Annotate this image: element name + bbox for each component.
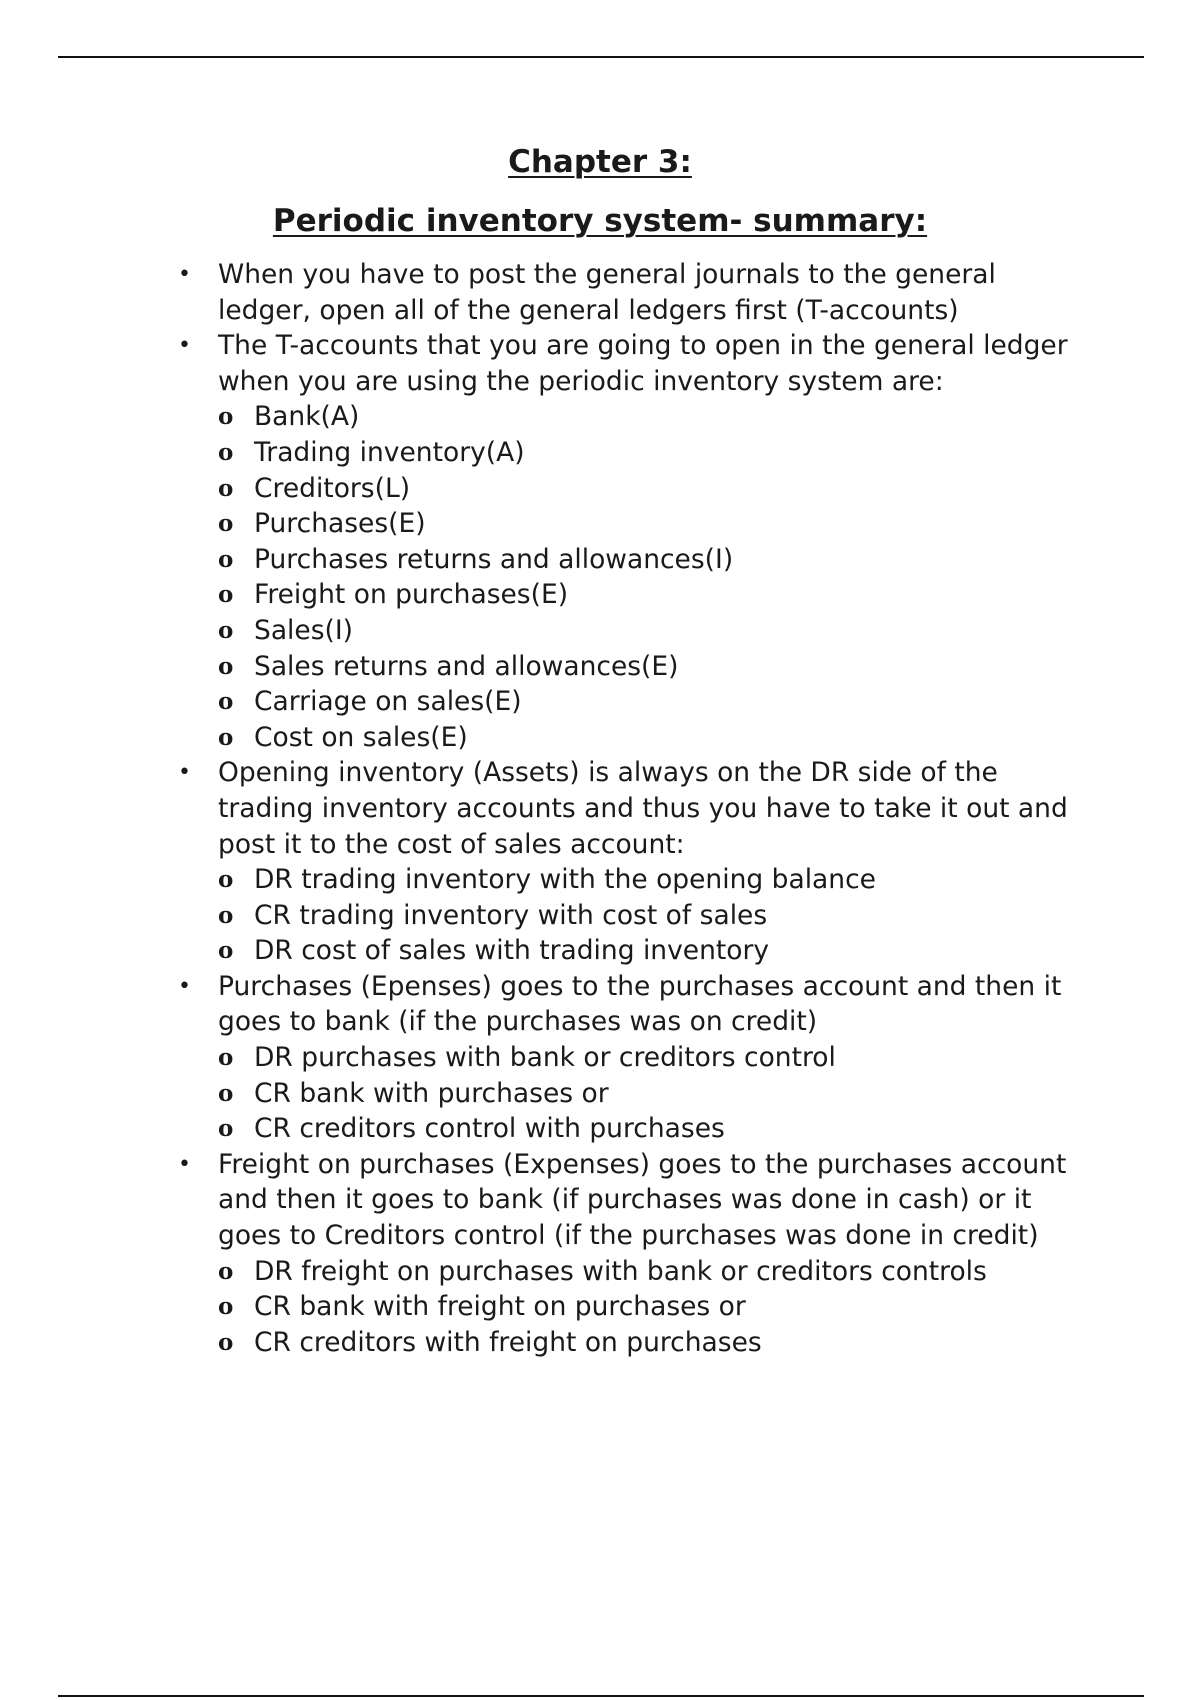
sub-list-item [218, 506, 1068, 542]
sub-list-item [218, 933, 1068, 969]
summary-list [178, 257, 1068, 1360]
sub-list-item [218, 898, 1068, 934]
sub-list [218, 862, 1068, 969]
sub-list-item-text: Bank(A) [254, 401, 360, 433]
sub-list-item [218, 1289, 1068, 1325]
sub-bullet-icon: o [218, 1115, 234, 1143]
sub-list-item-text: CR bank with purchases or [254, 1077, 609, 1109]
summary-point [178, 755, 1068, 969]
sub-list-item [218, 471, 1068, 507]
bullet-icon: • [178, 760, 191, 786]
section-subtitle: Periodic inventory system- summary: [272, 203, 928, 239]
summary-point-text: Opening inventory (Assets) is always on the DR side of the trading inventory accounts and thus you have to take it out and post it to the cost of sales account: [218, 757, 1068, 860]
sub-bullet-icon: o [218, 616, 234, 644]
footer-rule [58, 1695, 1144, 1697]
sub-list [218, 1040, 1068, 1147]
sub-list-item [218, 684, 1068, 720]
sub-list-item [218, 720, 1068, 756]
summary-point-text: The T-accounts that you are going to open in the general ledger when you are using the periodic inventory system are: [218, 330, 1068, 397]
sub-bullet-icon: o [218, 545, 234, 573]
sub-list-item-text: Cost on sales(E) [254, 721, 468, 753]
sub-bullet-icon: o [218, 1257, 234, 1285]
summary-point-text: When you have to post the general journals to the general ledger, open all of the general ledgers first (T-accounts) [218, 259, 996, 326]
sub-list-item-text: Freight on purchases(E) [254, 579, 569, 611]
sub-bullet-icon: o [218, 688, 234, 716]
sub-bullet-icon: o [218, 581, 234, 609]
sub-list-item [218, 613, 1068, 649]
sub-list-item-text: CR creditors with freight on purchases [254, 1326, 762, 1358]
sub-bullet-icon: o [218, 1293, 234, 1321]
sub-bullet-icon: o [218, 403, 234, 431]
summary-point [178, 1147, 1068, 1361]
sub-list-item-text: DR purchases with bank or creditors control [254, 1042, 836, 1074]
sub-list-item [218, 1111, 1068, 1147]
sub-bullet-icon: o [218, 474, 234, 502]
sub-list-item-text: Trading inventory(A) [254, 436, 525, 468]
bullet-icon: • [178, 973, 191, 999]
sub-list-item-text: Purchases returns and allowances(I) [254, 543, 734, 575]
sub-list-item-text: DR freight on purchases with bank or creditors controls [254, 1255, 987, 1287]
sub-bullet-icon: o [218, 438, 234, 466]
sub-list-item [218, 1325, 1068, 1361]
sub-list-item-text: Creditors(L) [254, 472, 411, 504]
sub-list-item [218, 1040, 1068, 1076]
bullet-icon: • [178, 262, 191, 287]
summary-point [178, 257, 1068, 328]
sub-list-item-text: CR creditors control with purchases [254, 1113, 725, 1145]
sub-bullet-icon: o [218, 866, 234, 894]
sub-list-item-text: Sales(I) [254, 614, 354, 646]
sub-list-item-text: DR cost of sales with trading inventory [254, 935, 770, 967]
bullet-icon: • [178, 333, 191, 359]
sub-list-item [218, 435, 1068, 471]
sub-list-item [218, 542, 1068, 578]
summary-point-text: Purchases (Epenses) goes to the purchases account and then it goes to bank (if the purchases was on credit) [218, 970, 1062, 1038]
sub-list-item-text: Purchases(E) [254, 508, 426, 540]
summary-point [178, 328, 1068, 755]
sub-bullet-icon: o [218, 937, 234, 965]
sub-list [218, 399, 1068, 755]
sub-bullet-icon: o [218, 1044, 234, 1072]
sub-bullet-icon: o [218, 510, 234, 538]
sub-list-item [218, 649, 1068, 685]
sub-list-item [218, 399, 1068, 435]
sub-list-item-text: Sales returns and allowances(E) [254, 650, 679, 682]
sub-bullet-icon: o [218, 723, 234, 751]
sub-bullet-icon: o [218, 901, 234, 929]
sub-list-item [218, 577, 1068, 613]
bullet-icon: • [178, 1151, 191, 1177]
sub-list-item [218, 1254, 1068, 1290]
sub-list-item-text: CR trading inventory with cost of sales [254, 899, 768, 931]
sub-list [218, 1254, 1068, 1361]
sub-list-item [218, 1076, 1068, 1112]
sub-list-item [218, 862, 1068, 898]
sub-list-item-text: CR bank with freight on purchases or [254, 1291, 746, 1323]
summary-point-text: Freight on purchases (Expenses) goes to the purchases account and then it goes to bank (if purchases was done in cash) or it goes to Creditors control (if the purchases was done in credit) [218, 1148, 1067, 1252]
sub-bullet-icon: o [218, 1079, 234, 1107]
header-rule [58, 56, 1144, 58]
summary-point [178, 969, 1068, 1147]
sub-bullet-icon: o [218, 1328, 234, 1356]
sub-list-item-text: DR trading inventory with the opening balance [254, 864, 876, 896]
sub-bullet-icon: o [218, 652, 234, 680]
chapter-title: Chapter 3: [508, 144, 692, 180]
sub-list-item-text: Carriage on sales(E) [254, 686, 522, 718]
